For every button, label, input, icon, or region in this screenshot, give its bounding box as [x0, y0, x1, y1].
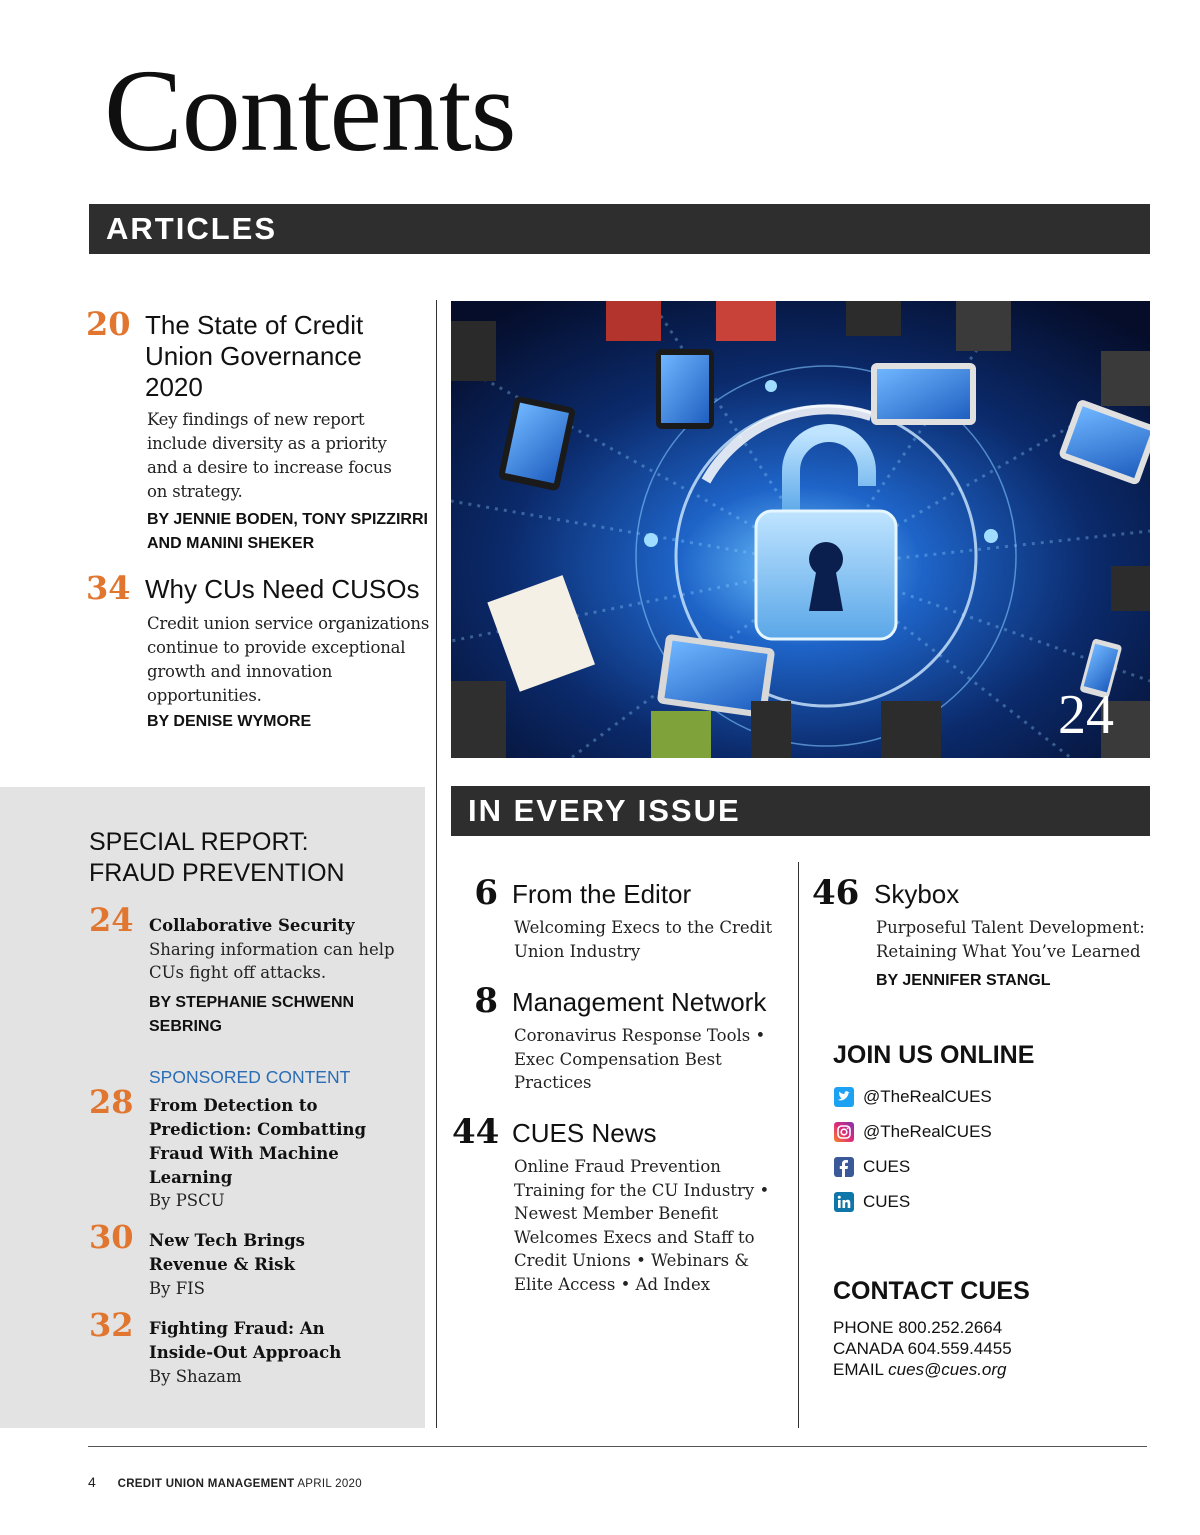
page-footer — [88, 1474, 362, 1490]
item-sponsor: By PSCU — [149, 1191, 225, 1210]
item-page-number: 44 — [452, 1112, 500, 1152]
item-description: Welcoming Execs to the Credit Union Industry — [514, 918, 773, 961]
social-link-linkedin[interactable] — [834, 1191, 992, 1213]
twitter-icon — [834, 1087, 854, 1107]
articles-section-header: ARTICLES — [89, 204, 1150, 254]
contact-phone — [833, 1317, 1012, 1338]
item-description: Sharing information can help CUs fight off attacks. — [149, 940, 395, 982]
item-title[interactable]: Fighting Fraud: An Inside-Out Approach — [149, 1319, 342, 1362]
contact-canada-value[interactable]: 604.559.4455 — [907, 1339, 1012, 1358]
item-page-number: 8 — [474, 981, 498, 1021]
article-page-number: 34 — [86, 569, 131, 607]
article-byline: BY JENNIE BODEN, TONY SPIZZIRRI AND MANINI SHEKER — [147, 511, 428, 552]
feature-image[interactable] — [451, 301, 1150, 758]
item-title[interactable]: New Tech Brings Revenue & Risk — [149, 1231, 305, 1274]
social-link-label: @TheRealCUES — [863, 1087, 992, 1106]
article-title[interactable]: The State of Credit Union Governance 2020 — [145, 310, 364, 402]
sponsored-content-label: SPONSORED CONTENT — [149, 1067, 351, 1087]
footer-issue: APRIL 2020 — [297, 1478, 362, 1490]
footer-rule — [88, 1446, 1147, 1447]
contact-canada — [833, 1338, 1012, 1359]
item-description: Purposeful Talent Development: Retaining What You’ve Learned — [876, 918, 1145, 961]
special-report-heading-line1: SPECIAL REPORT: — [89, 828, 309, 856]
social-link-label: @TheRealCUES — [863, 1122, 992, 1141]
article-description: Credit union service organizations continue to provide exceptional growth and innovation opportunities. — [147, 614, 430, 705]
social-link-label: CUES — [863, 1192, 911, 1211]
item-page-number: 30 — [89, 1218, 134, 1256]
item-description: Online Fraud Prevention Training for the CU Industry • Newest Member Benefit Welcomes Execs and Staff to Credit Unions • Webinars & Elite Access • Ad Index — [514, 1157, 770, 1294]
footer-publication: CREDIT UNION MANAGEMENT — [117, 1478, 295, 1490]
contact-details — [833, 1317, 1012, 1380]
social-link-twitter[interactable] — [834, 1086, 992, 1108]
instagram-icon — [834, 1122, 854, 1142]
item-page-number: 24 — [89, 901, 134, 939]
article-page-number: 20 — [86, 305, 131, 343]
contact-email-label: EMAIL — [833, 1360, 884, 1379]
contact-canada-label: CANADA — [833, 1339, 903, 1358]
every-issue-divider — [798, 862, 799, 1428]
footer-page-number: 4 — [88, 1474, 97, 1490]
item-title[interactable]: Management Network — [512, 987, 767, 1017]
contact-heading: CONTACT CUES — [833, 1277, 1030, 1305]
item-sponsor: By FIS — [149, 1279, 205, 1298]
page-title: Contents — [104, 45, 516, 176]
item-title[interactable]: From the Editor — [512, 879, 692, 909]
item-title[interactable]: CUES News — [512, 1118, 657, 1148]
item-title[interactable]: Collaborative Security — [149, 916, 355, 935]
item-title[interactable]: From Detection to Prediction: Combatting Fraud With Machine Learning — [149, 1096, 367, 1187]
special-report-heading-line2: FRAUD PREVENTION — [89, 859, 345, 887]
item-byline: BY STEPHANIE SCHWENN SEBRING — [149, 994, 355, 1035]
item-byline: BY JENNIFER STANGL — [876, 972, 1051, 989]
social-links — [834, 1086, 992, 1213]
article-title[interactable]: Why CUs Need CUSOs — [145, 574, 420, 604]
article-byline: BY DENISE WYMORE — [147, 713, 312, 730]
social-link-instagram[interactable] — [834, 1121, 992, 1143]
social-link-facebook[interactable] — [834, 1156, 992, 1178]
item-title[interactable]: Skybox — [874, 879, 960, 909]
item-page-number: 6 — [474, 873, 498, 913]
contact-email — [833, 1359, 1012, 1380]
feature-image-page-number: 24 — [1058, 684, 1114, 746]
join-online-heading: JOIN US ONLINE — [833, 1041, 1035, 1069]
article-description: Key findings of new report include diversity as a priority and a desire to increase focus on strategy. — [147, 410, 392, 501]
contact-phone-value[interactable]: 800.252.2664 — [898, 1318, 1003, 1337]
contact-email-value[interactable]: cues@cues.org — [888, 1360, 1007, 1379]
item-description: Coronavirus Response Tools • Exec Compensation Best Practices — [514, 1026, 766, 1092]
facebook-icon — [834, 1157, 854, 1177]
item-sponsor: By Shazam — [149, 1367, 242, 1386]
padlock-network-illustration — [451, 301, 1150, 758]
social-link-label: CUES — [863, 1157, 911, 1176]
item-page-number: 46 — [812, 873, 860, 913]
linkedin-icon — [834, 1192, 854, 1212]
column-divider — [436, 300, 437, 1428]
contact-phone-label: PHONE — [833, 1318, 894, 1337]
every-issue-section-header: IN EVERY ISSUE — [451, 786, 1150, 836]
item-page-number: 28 — [89, 1083, 134, 1121]
item-page-number: 32 — [89, 1306, 134, 1344]
special-report-panel — [0, 787, 425, 1428]
